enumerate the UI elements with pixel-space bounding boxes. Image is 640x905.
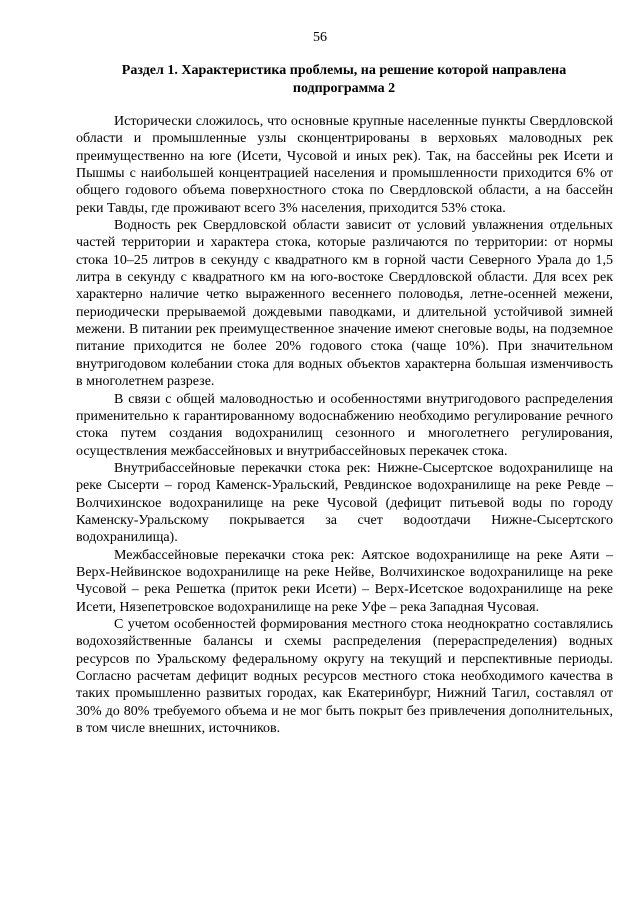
paragraph-intrabasin-transfers: Внутрибассейновые перекачки стока рек: Нижне-Сысертское водохранилище на реке Сысерти – город Каменск-Уральский, Ревдинское водохранилище на реке Ревде – Волчихинское водохранилище на реке Чусовой (дефицит питьевой воды по городу Каменску-Уральскому покрывается за счет водоотдачи Нижне-Сысертского водохранилища).: [76, 460, 613, 546]
paragraph-river-water-content: Водность рек Свердловской области зависит от условий увлажнения отдельных частей территории и характера стока, которые различаются по территории: от нормы стока 10–25 литров в секунду с квадратного км в горной части Северного Урала до 1,5 литра в секунду с квадратного км на юго-востоке Свердловской области. Для всех рек характерно наличие четко выраженного весеннего половодья, летне-осенней межени, периодически прерываемой дождевыми паводками, и длительной устойчивой зимней межени. В питании рек преимущественное значение имеют снеговые воды, на подземное питание приходится не более 20% годового стока (чаще 10%). При значительном внутригодовом колебании стока для водных объектов характерна большая изменчивость в многолетнем разрезе.: [76, 218, 613, 390]
body-text: [76, 113, 613, 737]
paragraph-interbasin-transfers: Межбассейновые перекачки стока рек: Аятское водохранилище на реке Аяти – Верх-Нейвинское водохранилище на реке Нейве, Волчихинское водохранилище на реке Чусовой – река Решетка (приток реки Исети) – Верх-Исетское водохранилище на реке Исети, Нязепетровское водохранилище на реке Уфе – река Западная Чусовая.: [76, 547, 613, 615]
page-number: 56: [313, 30, 327, 45]
paragraph-flow-regulation: В связи с общей маловодностью и особенностями внутригодового распределения применительно к гарантированному водоснабжению необходимо регулирование речного стока путем создания водохранилищ сезонного и многолетнего регулирования, осуществления межбассейновых и внутрибассейновых перекачек стока.: [76, 391, 613, 459]
paragraph-water-balance: С учетом особенностей формирования местного стока неоднократно составлялись водохозяйственные балансы и схемы распределения (перераспределения) водных ресурсов по Уральскому федеральному округу на текущий и перспективные периоды. Согласно расчетам дефицит водных ресурсов местного стока необходимого качества в таких промышленно развитых городах, как Екатеринбург, Нижний Тагил, составлял от 30% до 80% требуемого объема и не мог быть покрыт без привлечения дополнительных, в том числе внешних, источников.: [76, 616, 613, 737]
section-title: Раздел 1. Характеристика проблемы, на решение которой направлена подпрограмма 2: [121, 63, 567, 96]
paragraph-historical-concentration: Исторически сложилось, что основные крупные населенные пункты Свердловской области и промышленные узлы сконцентрированы в верховьях маловодных рек преимущественно на юге (Исети, Чусовой и иных рек). Так, на бассейны рек Исети и Пышмы с наибольшей концентрацией населения и промышленности приходится 6% от общего годового объема поверхностного стока по Свердловской области, а на бассейн реки Тавды, где проживают всего 3% населения, приходится 53% стока.: [76, 114, 613, 216]
